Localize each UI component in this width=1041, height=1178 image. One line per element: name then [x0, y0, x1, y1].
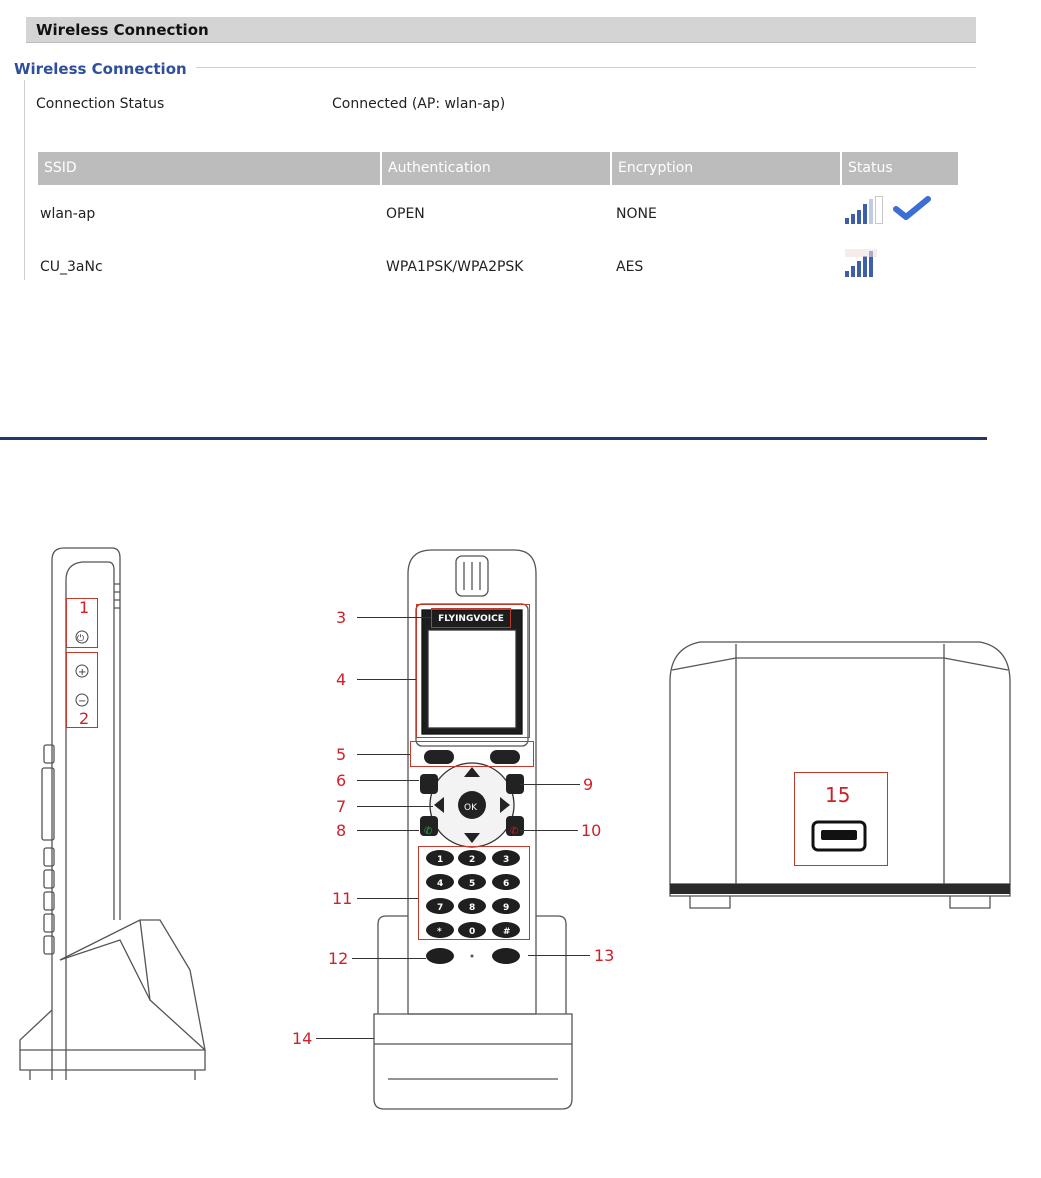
ok-key-label: OK	[464, 803, 477, 813]
callout-11: 11	[332, 889, 353, 908]
fieldset-border-top	[196, 67, 976, 68]
svg-text:*: *	[437, 927, 442, 937]
signal-strength-icon	[845, 196, 885, 224]
softkeys-highlight	[410, 741, 534, 767]
svg-text:6: 6	[503, 879, 510, 889]
fieldset-legend: Wireless Connection	[14, 60, 199, 78]
col-header-encryption: Encryption	[612, 152, 840, 185]
screen-brand-logo: FLYINGVOICE	[438, 614, 504, 624]
fieldset-border-left	[24, 80, 25, 280]
svg-text:⏻: ⏻	[77, 634, 85, 644]
connection-status-label: Connection Status	[36, 96, 165, 112]
cell-authentication: OPEN	[386, 206, 425, 222]
svg-text:8: 8	[469, 903, 476, 913]
callout-4: 4	[336, 670, 347, 689]
callout-6: 6	[336, 771, 347, 790]
svg-text:4: 4	[437, 879, 444, 889]
col-header-status: Status	[842, 152, 958, 185]
callout-14: 14	[292, 1029, 313, 1048]
callout-12: 12	[328, 949, 349, 968]
cell-encryption: NONE	[616, 206, 657, 222]
svg-text:5: 5	[469, 879, 476, 889]
svg-text:✆: ✆	[424, 826, 433, 837]
callout-15: 15	[825, 783, 851, 807]
svg-text:+: +	[78, 667, 87, 678]
callout-2: 2	[79, 709, 90, 728]
cell-encryption: AES	[616, 259, 644, 275]
cell-authentication: WPA1PSK/WPA2PSK	[386, 259, 524, 275]
col-header-ssid: SSID	[38, 152, 380, 185]
callout-1: 1	[79, 598, 90, 617]
svg-text:✆: ✆	[510, 826, 519, 837]
connection-status-value: Connected (AP: wlan-ap)	[332, 96, 506, 112]
section-title-bar	[26, 17, 976, 43]
svg-text:1: 1	[437, 855, 444, 865]
handset-side-view-illustration	[0, 540, 215, 1080]
cell-ssid: wlan-ap	[40, 206, 96, 222]
svg-text:2: 2	[469, 855, 476, 865]
callout-9: 9	[583, 775, 594, 794]
cell-ssid: CU_3aNc	[40, 259, 103, 275]
svg-text:7: 7	[437, 903, 444, 913]
callout-10: 10	[581, 821, 602, 840]
connected-check-icon	[893, 196, 931, 220]
callout-3: 3	[336, 608, 347, 627]
svg-text:0: 0	[469, 927, 476, 937]
callout-7: 7	[336, 797, 347, 816]
screen-highlight	[416, 604, 530, 738]
section-title: Wireless Connection	[36, 21, 209, 39]
svg-text:9: 9	[503, 903, 510, 913]
svg-text:3: 3	[503, 855, 510, 865]
signal-strength-icon	[845, 249, 885, 277]
svg-text:−: −	[78, 696, 87, 707]
callout-13: 13	[594, 946, 615, 965]
col-header-authentication: Authentication	[382, 152, 610, 185]
callout-5: 5	[336, 745, 347, 764]
keypad-highlight	[418, 846, 530, 940]
callout-8: 8	[336, 821, 347, 840]
section-divider	[0, 437, 987, 440]
svg-text:#: #	[503, 927, 511, 937]
